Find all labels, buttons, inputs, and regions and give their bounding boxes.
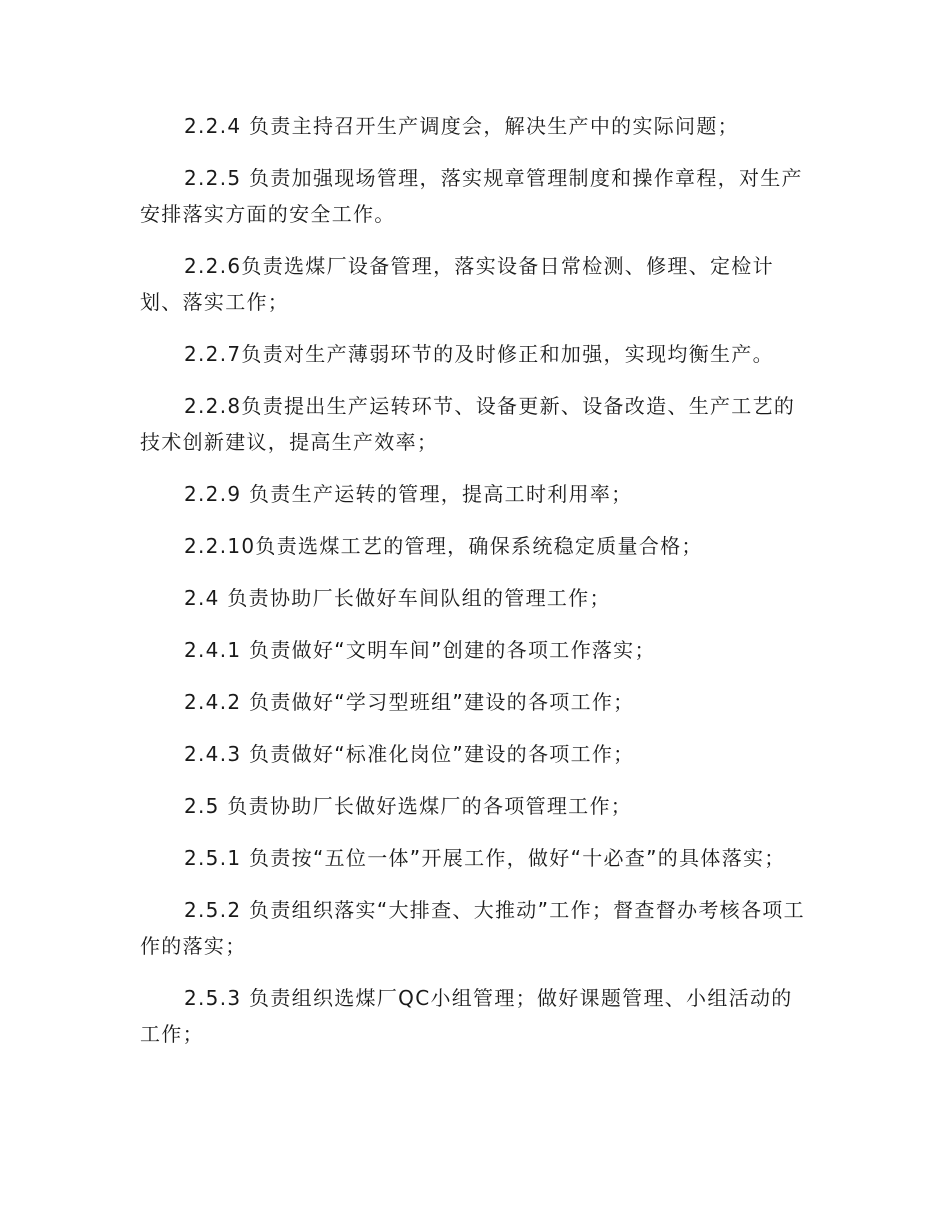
paragraph-2-2-7: 2.2.7负责对生产薄弱环节的及时修正和加强，实现均衡生产。 xyxy=(184,342,774,366)
paragraph-2-2-10: 2.2.10负责选煤工艺的管理，确保系统稳定质量合格； xyxy=(184,534,703,558)
paragraph-2-2-9: 2.2.9 负责生产运转的管理，提高工时利用率； xyxy=(184,482,633,506)
paragraph-2-2-4: 2.2.4 负责主持召开生产调度会，解决生产中的实际问题； xyxy=(184,114,739,138)
paragraph-2-5-3: 2.5.3 负责组织选煤厂QC小组管理；做好课题管理、小组活动的工作； xyxy=(140,986,793,1046)
paragraph-2-2-5: 2.2.5 负责加强现场管理，落实规章管理制度和操作章程，对生产安排落实方面的安全工作。 xyxy=(140,166,803,226)
paragraph-2-2-8: 2.2.8负责提出生产运转环节、设备更新、设备改造、生产工艺的技术创新建议，提高生产效率； xyxy=(140,394,796,454)
paragraph-2-5-1: 2.5.1 负责按“五位一体”开展工作，做好“十必查”的具体落实； xyxy=(184,846,786,870)
paragraph-2-4-2: 2.4.2 负责做好“学习型班组”建设的各项工作； xyxy=(184,690,635,714)
document-body xyxy=(140,108,810,1068)
paragraph-2-5-2: 2.5.2 负责组织落实“大排查、大推动”工作；督查督办考核各项工作的落实； xyxy=(140,898,805,958)
paragraph-2-4: 2.4 负责协助厂长做好车间队组的管理工作； xyxy=(184,586,611,610)
paragraph-2-4-3: 2.4.3 负责做好“标准化岗位”建设的各项工作； xyxy=(184,742,635,766)
paragraph-2-5: 2.5 负责协助厂长做好选煤厂的各项管理工作； xyxy=(184,794,633,818)
paragraph-2-4-1: 2.4.1 负责做好“文明车间”创建的各项工作落实； xyxy=(184,638,656,662)
paragraph-2-2-6: 2.2.6负责选煤厂设备管理，落实设备日常检测、修理、定检计划、落实工作； xyxy=(140,254,774,314)
